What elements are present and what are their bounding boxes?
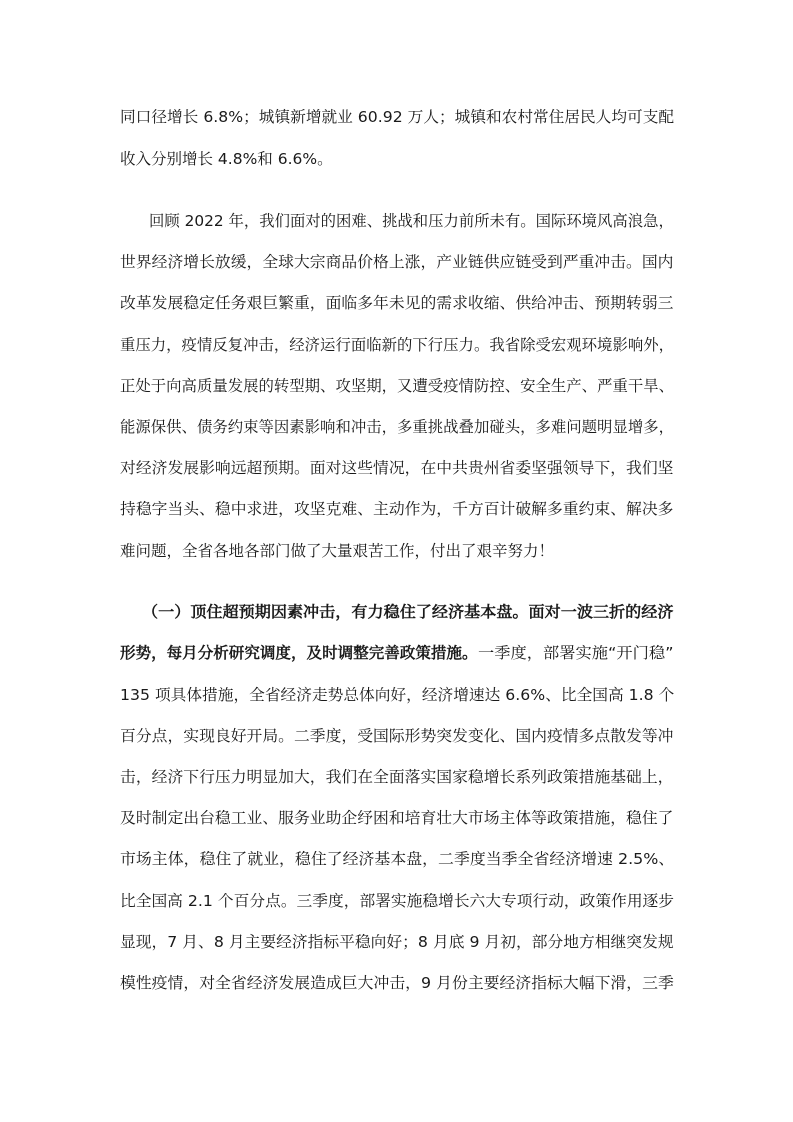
- section-heading-line: [0, 600, 793, 624]
- text-line: [0, 847, 793, 871]
- line-text: 重压力，疫情反复冲击，经济运行面临新的下行压力。我省除受宏观环境影响外，: [120, 336, 675, 354]
- text-line: [0, 889, 793, 913]
- line-text: 难问题，全省各地各部门做了大量艰苦工作，付出了艰辛努力！: [120, 542, 555, 560]
- text-line: [0, 415, 793, 439]
- line-text: 正处于向高质量发展的转型期、攻坚期，又遭受疫情防控、安全生产、严重干旱、: [120, 377, 675, 395]
- line-text: 及时制定出台稳工业、服务业助企纾困和培育壮大市场主体等政策措施，稳住了: [120, 809, 674, 827]
- text-line: [0, 971, 793, 995]
- text-line: [0, 724, 793, 748]
- text-line: [0, 209, 793, 233]
- heading-continuation: 形势，每月分析研究调度，及时调整完善政策措施。: [120, 644, 478, 662]
- line-text: 显现，7 月、8 月主要经济指标平稳向好；8 月底 9 月初，部分地方相继突发规: [120, 933, 674, 951]
- line-text: 击，经济下行压力明显加大，我们在全面落实国家稳增长系列政策措施基础上，: [120, 768, 674, 786]
- line-text: 对经济发展影响远超预期。面对这些情况，在中共贵州省委坚强领导下，我们坚: [120, 459, 674, 477]
- text-line: [0, 765, 793, 789]
- line-text: 持稳字当头、稳中求进，攻坚克难、主动作为，千方百计破解多重约束、解决多: [120, 500, 674, 518]
- text-line: [0, 497, 793, 521]
- text-line: [0, 539, 793, 563]
- text-line: [0, 291, 793, 315]
- line-text: 模性疫情，对全省经济发展造成巨大冲击，9 月份主要经济指标大幅下滑，三季: [120, 974, 674, 992]
- line-text: 同口径增长 6.8%；城镇新增就业 60.92 万人；城镇和农村常住居民人均可支配: [120, 108, 675, 126]
- text-line: [0, 683, 793, 707]
- line-text: 世界经济增长放缓，全球大宗商品价格上涨，产业链供应链受到严重冲击。国内: [120, 253, 674, 271]
- text-line: [0, 930, 793, 954]
- text-line: [0, 147, 793, 171]
- line-text: 一季度，部署实施“开门稳”: [478, 644, 674, 662]
- line-text: 比全国高 2.1 个百分点。三季度，部署实施稳增长六大专项行动，政策作用逐步: [120, 892, 675, 910]
- line-text: 能源保供、债务约束等因素影响和冲击，多重挑战叠加碰头，多难问题明显增多，: [120, 418, 675, 436]
- text-line: [0, 333, 793, 357]
- line-text: 改革发展稳定任务艰巨繁重，面临多年未见的需求收缩、供给冲击、预期转弱三: [120, 294, 674, 312]
- text-line: [0, 105, 793, 129]
- text-line: [0, 806, 793, 830]
- text-line: [0, 250, 793, 274]
- text-line: [0, 374, 793, 398]
- line-text: 回顾 2022 年，我们面对的困难、挑战和压力前所未有。国际环境风高浪急，: [149, 212, 674, 230]
- line-text: 收入分别增长 4.8%和 6.6%。: [120, 150, 333, 168]
- text-line: [0, 456, 793, 480]
- line-text: 135 项具体措施，全省经济走势总体向好，经济增速达 6.6%、比全国高 1.8 个: [120, 686, 675, 704]
- text-line: [0, 641, 793, 665]
- line-text: 百分点，实现良好开局。二季度，受国际形势突发变化、国内疫情多点散发等冲: [120, 727, 674, 745]
- line-text: 市场主体，稳住了就业，稳住了经济基本盘，二季度当季全省经济增速 2.5%、: [120, 850, 675, 868]
- section-heading: （一）顶住超预期因素冲击，有力稳住了经济基本盘。面对一波三折的经济: [142, 603, 674, 621]
